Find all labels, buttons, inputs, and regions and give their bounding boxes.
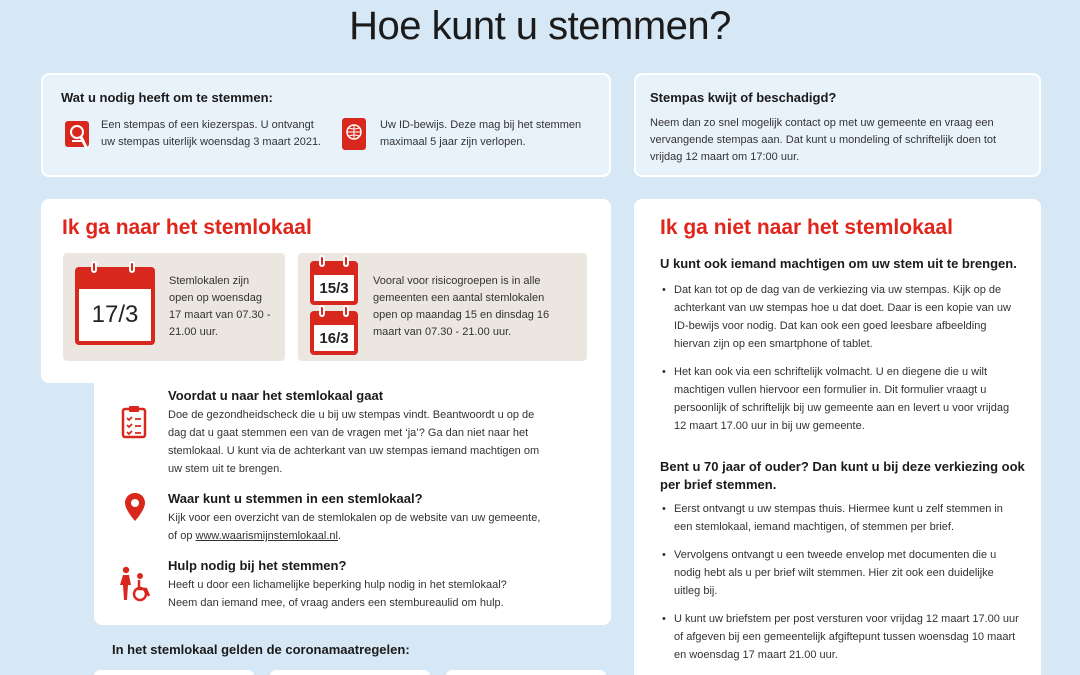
lost-heading: Stempas kwijt of beschadigd? bbox=[650, 90, 837, 105]
needs-item2-line1: Uw ID-bewijs. Deze mag bij het stemmen bbox=[380, 119, 582, 131]
calendar-date: 17/3 bbox=[79, 289, 151, 341]
calendar-icon bbox=[310, 261, 358, 305]
card2-line2: gemeenten een aantal stemlokalen bbox=[373, 292, 545, 304]
calendar-date-a: 15/3 bbox=[314, 275, 354, 301]
notgo-panel bbox=[634, 199, 1041, 675]
wheelchair-icon bbox=[118, 566, 152, 602]
list-item: • Dat kan tot op de dag van de verkiezing via uw stempas. Kijk op de achterkant van uw stempas hoe u dat doet. Daar is een kopie van uw ID-bewijs voor nodig. Dat kan ook een goed leesbare afbeelding hiervan zijn op een smartphone of tablet. bbox=[662, 281, 1017, 353]
corona-heading: In het stemlokaal gelden de coronamaatregelen: bbox=[112, 642, 410, 657]
calendar-icon bbox=[310, 311, 358, 355]
help-line1: Heeft u door een lichamelijke beperking hulp nodig in het stemlokaal? bbox=[168, 579, 507, 591]
notgo-sub1: U kunt ook iemand machtigen om uw stem uit te brengen. bbox=[660, 256, 1017, 271]
go-heading: Ik ga naar het stemlokaal bbox=[62, 216, 312, 239]
where-line2 bbox=[168, 527, 540, 545]
card1-text bbox=[169, 273, 271, 341]
stempas-icon bbox=[63, 119, 91, 151]
before-line2: dag dat u gaat stemmen een van de vragen met ‘ja’? Ga dan niet naar het bbox=[168, 427, 529, 439]
where-line2-suffix: . bbox=[337, 530, 342, 542]
page-title: Hoe kunt u stemmen? bbox=[349, 4, 731, 48]
date-card-1 bbox=[63, 253, 285, 361]
calendar-date-b: 16/3 bbox=[314, 325, 354, 351]
card2-text bbox=[373, 273, 549, 341]
needs-box bbox=[41, 73, 611, 177]
needs-item2-line2: maximaal 5 jaar zijn verlopen. bbox=[380, 136, 526, 148]
card1-line2: open op woensdag bbox=[169, 292, 262, 304]
passport-icon bbox=[341, 117, 367, 151]
card1-line1: Stemlokalen zijn bbox=[169, 275, 250, 287]
polling-station-link[interactable]: www.waarismijnstemlokaal.nl bbox=[195, 530, 338, 542]
needs-heading: Wat u nodig heeft om te stemmen: bbox=[61, 90, 273, 105]
notgo-sub2-line2: per brief stemmen. bbox=[660, 477, 777, 492]
where-heading: Waar kunt u stemmen in een stemlokaal? bbox=[168, 491, 423, 506]
corona-card-2 bbox=[270, 670, 430, 675]
before-line4: uw stem uit te brengen. bbox=[168, 463, 283, 475]
notgo-bullets2 bbox=[662, 500, 1022, 674]
list-item: • U kunt uw briefstem per post versturen voor vrijdag 12 maart 17.00 uur of afgeven bij een gemeentelijk afgiftepunt tussen woensdag 10 maart en woensdag 17 maart 21.00 uur. bbox=[662, 610, 1022, 664]
corona-card-3 bbox=[446, 670, 606, 675]
needs-item1-line2: uw stempas uiterlijk woensdag 3 maart 2021. bbox=[101, 136, 322, 148]
date-card-2 bbox=[298, 253, 587, 361]
help-line2: Neem dan iemand mee, of vraag anders een stembureaulid om hulp. bbox=[168, 597, 504, 609]
needs-item2 bbox=[380, 117, 581, 151]
lost-line1: Neem dan zo snel mogelijk contact op met uw gemeente en vraag een bbox=[650, 117, 994, 129]
calendar-icon bbox=[75, 267, 155, 345]
where-line1: Kijk voor een overzicht van de stemlokalen op de website van uw gemeente, bbox=[168, 512, 541, 524]
card2-line3: open op maandag 15 en dinsdag 16 bbox=[373, 309, 550, 321]
card1-line4: 21.00 uur. bbox=[169, 326, 218, 338]
list-item: • Vervolgens ontvangt u een tweede envelop met documenten die u nodig hebt als u per brief wilt stemmen. Hier zit ook een duidelijke uitleg bij. bbox=[662, 546, 1022, 600]
notgo-heading: Ik ga niet naar het stemlokaal bbox=[660, 216, 953, 239]
corona-card-1 bbox=[94, 670, 254, 675]
card2-line4: maart van 07.30 - 21.00 uur. bbox=[373, 326, 512, 338]
before-heading: Voordat u naar het stemlokaal gaat bbox=[168, 388, 384, 403]
notgo-sub2 bbox=[660, 458, 1025, 494]
notgo-sub2-line1: Bent u 70 jaar of ouder? Dan kunt u bij deze verkiezing ook bbox=[660, 459, 1025, 474]
lost-box bbox=[634, 73, 1041, 177]
lost-line3: vrijdag 12 maart om 17:00 uur. bbox=[650, 151, 800, 163]
location-pin-icon bbox=[124, 492, 146, 522]
help-text bbox=[168, 576, 507, 612]
list-item: • Eerst ontvangt u uw stempas thuis. Hiermee kunt u zelf stemmen in een stemlokaal, iemand machtigen, of stemmen per brief. bbox=[662, 500, 1022, 536]
needs-item1-line1: Een stempas of een kiezerspas. U ontvangt bbox=[101, 119, 314, 131]
clipboard-icon bbox=[121, 405, 147, 439]
list-item: • Het kan ook via een schriftelijk volmacht. U en diegene die u wilt machtigen vullen hiervoor een formulier in. Dit formulier vraagt u persoonlijk of schriftelijk bij uw gemeente aan en levert u voor vrijdag 12 maart 17.00 uur in bij uw gemeente. bbox=[662, 363, 1017, 435]
needs-item1 bbox=[101, 117, 321, 151]
lost-text bbox=[650, 115, 996, 166]
help-heading: Hulp nodig bij het stemmen? bbox=[168, 558, 347, 573]
lost-line2: vervangende stempas aan. Dat kunt u mondeling of schriftelijk doen tot bbox=[650, 134, 997, 146]
where-line2-prefix: of op bbox=[168, 530, 196, 542]
before-line3: stemlokaal. U kunt via de achterkant van uw stempas iemand machtigen om bbox=[168, 445, 540, 457]
before-line1: Doe de gezondheidscheck die u bij uw stempas vindt. Beantwoordt u op de bbox=[168, 409, 535, 421]
where-text bbox=[168, 509, 540, 545]
before-text bbox=[168, 406, 539, 478]
card2-line1: Vooral voor risicogroepen is in alle bbox=[373, 275, 541, 287]
notgo-bullets1 bbox=[662, 281, 1017, 445]
card1-line3: 17 maart van 07.30 - bbox=[169, 309, 271, 321]
